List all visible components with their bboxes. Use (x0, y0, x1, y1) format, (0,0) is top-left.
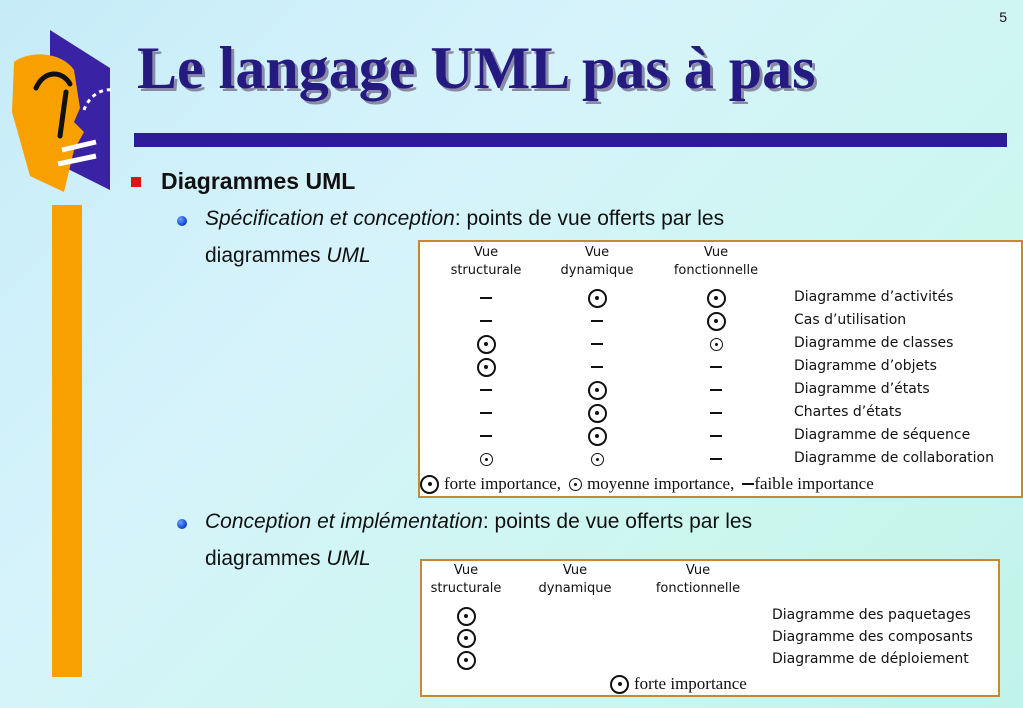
legend-text: moyenne importance, (587, 474, 735, 493)
column-header-line: structurale (430, 581, 502, 596)
table1-legend (420, 474, 882, 494)
strong-importance-icon (588, 289, 607, 308)
section1-line2-text: diagrammes (205, 244, 327, 267)
medium-importance-icon (710, 338, 723, 351)
low-importance-icon (710, 435, 722, 437)
diagram-type-label: Diagramme de collaboration (794, 450, 994, 466)
importance-cell (585, 449, 609, 469)
importance-cell (585, 380, 609, 400)
low-importance-icon (591, 320, 603, 322)
strong-importance-icon (477, 358, 496, 377)
diagram-type-label: Diagramme d’objets (794, 358, 937, 374)
importance-cell (474, 449, 498, 469)
column-header (520, 562, 630, 598)
column-header-line: Vue (453, 563, 479, 578)
section1-rest: : points de vue offerts par les (454, 207, 725, 230)
importance-cell (704, 357, 728, 377)
strong-importance-icon (457, 607, 476, 626)
low-importance-icon (742, 483, 754, 485)
importance-cell (585, 334, 609, 354)
main-bullet-text: Diagrammes UML (161, 168, 356, 194)
strong-importance-icon (477, 335, 496, 354)
importance-cell (704, 334, 728, 354)
column-header (643, 562, 753, 598)
strong-importance-icon (588, 404, 607, 423)
importance-cell (474, 380, 498, 400)
low-importance-icon (480, 320, 492, 322)
importance-cell (474, 334, 498, 354)
column-header-line: Vue (562, 563, 588, 578)
importance-cell (474, 288, 498, 308)
low-importance-icon (710, 366, 722, 368)
strong-importance-icon (457, 629, 476, 648)
diagram-type-label: Diagramme de séquence (794, 427, 971, 443)
low-importance-icon (480, 435, 492, 437)
strong-importance-icon (707, 289, 726, 308)
title-underline (134, 133, 1007, 147)
column-header-line: Vue (473, 245, 499, 260)
column-header-line: Vue (703, 245, 729, 260)
column-header (661, 244, 771, 280)
importance-cell (474, 311, 498, 331)
views-table-implementation (420, 559, 1000, 697)
column-header-line: dynamique (560, 263, 634, 278)
round-bullet-icon (177, 519, 187, 529)
section2-rest: : points de vue offerts par les (482, 510, 753, 533)
importance-cell (704, 288, 728, 308)
round-bullet-icon (177, 216, 187, 226)
importance-cell (454, 628, 478, 648)
column-header-line: fonctionnelle (673, 263, 759, 278)
section1-line1 (205, 204, 724, 233)
column-header-line: Vue (584, 245, 610, 260)
strong-importance-icon (420, 475, 439, 494)
slide-number: 5 (999, 9, 1007, 25)
column-header-line: fonctionnelle (655, 581, 741, 596)
importance-cell (474, 357, 498, 377)
importance-cell (585, 311, 609, 331)
strong-importance-icon (457, 651, 476, 670)
column-header-line: structurale (450, 263, 522, 278)
low-importance-icon (480, 389, 492, 391)
diagram-type-label: Diagramme des composants (772, 629, 973, 645)
column-header-line: Vue (685, 563, 711, 578)
importance-cell (585, 426, 609, 446)
importance-cell (585, 288, 609, 308)
importance-cell (704, 403, 728, 423)
medium-importance-icon (591, 453, 604, 466)
importance-cell (704, 449, 728, 469)
low-importance-icon (710, 458, 722, 460)
legend-text: forte importance (634, 674, 747, 693)
importance-cell (704, 311, 728, 331)
legend-text: forte importance, (444, 474, 562, 493)
section1-line2 (205, 241, 371, 270)
column-header (542, 244, 652, 280)
low-importance-icon (591, 366, 603, 368)
section1-line2-italic: UML (326, 244, 371, 267)
medium-importance-icon (480, 453, 493, 466)
diagram-type-label: Cas d’utilisation (794, 312, 907, 328)
diagram-type-label: Diagramme de classes (794, 335, 954, 351)
diagram-type-label: Diagramme des paquetages (772, 607, 971, 623)
page-title: Le langage UML pas à pas (137, 35, 816, 101)
low-importance-icon (480, 412, 492, 414)
section2-line2-text: diagrammes (205, 547, 327, 570)
logo-face-icon (0, 0, 115, 200)
strong-importance-icon (588, 381, 607, 400)
low-importance-icon (710, 389, 722, 391)
importance-cell (585, 403, 609, 423)
orange-side-bar (52, 205, 82, 677)
section2-italic: Conception et implémentation (205, 510, 483, 533)
diagram-type-label: Diagramme de déploiement (772, 651, 969, 667)
importance-cell (585, 357, 609, 377)
importance-cell (704, 426, 728, 446)
section2-line1 (205, 507, 752, 536)
table2-legend (610, 674, 747, 694)
main-bullet (131, 168, 355, 195)
importance-cell (704, 380, 728, 400)
low-importance-icon (710, 412, 722, 414)
column-header-line: dynamique (538, 581, 612, 596)
column-header (431, 244, 541, 280)
square-bullet-icon (131, 177, 141, 187)
diagram-type-label: Chartes d’états (794, 404, 902, 420)
section2-line2-italic: UML (326, 547, 371, 570)
low-importance-icon (591, 343, 603, 345)
strong-importance-icon (610, 675, 629, 694)
diagram-type-label: Diagramme d’activités (794, 289, 954, 305)
views-table-specification (418, 240, 1023, 498)
strong-importance-icon (707, 312, 726, 331)
importance-cell (454, 650, 478, 670)
section2-line2 (205, 544, 371, 573)
low-importance-icon (480, 297, 492, 299)
importance-cell (474, 426, 498, 446)
column-header (411, 562, 521, 598)
importance-cell (474, 403, 498, 423)
medium-importance-icon (569, 478, 582, 491)
diagram-type-label: Diagramme d’états (794, 381, 930, 397)
importance-cell (454, 606, 478, 626)
strong-importance-icon (588, 427, 607, 446)
section1-italic: Spécification et conception (205, 207, 455, 230)
legend-text: faible importance (754, 474, 874, 493)
